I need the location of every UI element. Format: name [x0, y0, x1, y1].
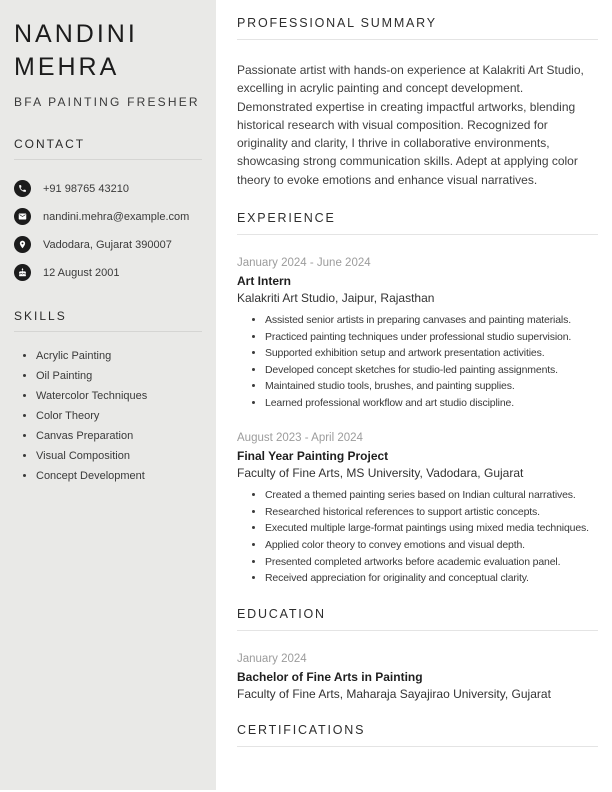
entry-bullet: • Applied color theory to convey emotions and visual depth. [265, 539, 598, 552]
birthday-icon [14, 264, 31, 281]
name-line-1: NANDINI [14, 20, 138, 48]
entry-bullet: • Researched historical references to support artistic concepts. [265, 506, 598, 519]
phone-value: +91 98765 43210 [43, 182, 129, 195]
contact-item-phone [14, 180, 202, 197]
entry-bullet: • Maintained studio tools, brushes, and painting supplies. [265, 380, 598, 393]
section-education [237, 607, 598, 701]
entry-bullet: • Presented completed artworks before academic evaluation panel. [265, 556, 598, 569]
entry-bullet: • Received appreciation for originality and conceptual clarity. [265, 572, 598, 585]
entry-bullet: • Created a themed painting series based on Indian cultural narratives. [265, 489, 598, 502]
email-value: nandini.mehra@example.com [43, 210, 190, 223]
phone-icon [14, 180, 31, 197]
entry-bullet-list [237, 314, 598, 410]
skill-item: • Color Theory [36, 409, 202, 423]
entry-bullet: • Supported exhibition setup and artwork presentation activities. [265, 347, 598, 360]
sidebar [0, 0, 216, 790]
certifications-heading: CERTIFICATIONS [237, 723, 598, 747]
section-summary [237, 16, 598, 189]
entry-date: January 2024 - June 2024 [237, 257, 371, 270]
entry-title: Final Year Painting Project [237, 449, 389, 464]
skill-item: • Oil Painting [36, 369, 202, 383]
skill-item: • Concept Development [36, 469, 202, 483]
entry-organization: Faculty of Fine Arts, Maharaja Sayajirao University, Gujarat [237, 687, 551, 702]
entry-date: August 2023 - April 2024 [237, 432, 363, 445]
experience-entry [237, 431, 598, 585]
candidate-name [14, 18, 202, 84]
entry-title: Art Intern [237, 274, 291, 289]
entry-bullet-list [237, 489, 598, 585]
skill-item: • Canvas Preparation [36, 429, 202, 443]
contact-item-location [14, 236, 202, 253]
entry-title: Bachelor of Fine Arts in Painting [237, 670, 423, 685]
entry-organization: Kalakriti Art Studio, Jaipur, Rajasthan [237, 291, 435, 306]
skills-heading: SKILLS [14, 309, 202, 332]
entry-bullet: • Learned professional workflow and art studio discipline. [265, 397, 598, 410]
summary-heading: PROFESSIONAL SUMMARY [237, 16, 598, 40]
education-entry [237, 652, 598, 701]
experience-entry [237, 256, 598, 410]
summary-text: Passionate artist with hands-on experience at Kalakriti Art Studio, excelling in acrylic painting and concept development. Demonstrated expertise in creating impactful artworks, blending historical research with visual composition. Recognized for originality and clarity, I thrive in collaborative environments, showcasing strong communication skills. Adept at applying color theory to evoke emotions and enhance visual narratives. [237, 63, 584, 187]
education-heading: EDUCATION [237, 607, 598, 631]
section-certifications [237, 723, 598, 747]
experience-heading: EXPERIENCE [237, 211, 598, 235]
skill-item: • Acrylic Painting [36, 349, 202, 363]
name-line-2: MEHRA [14, 53, 120, 81]
birthday-value: 12 August 2001 [43, 266, 120, 279]
entry-bullet: • Assisted senior artists in preparing canvases and painting materials. [265, 314, 598, 327]
section-experience [237, 211, 598, 585]
skills-list [14, 349, 202, 483]
contact-heading: CONTACT [14, 137, 202, 160]
email-icon [14, 208, 31, 225]
contact-item-birthday [14, 264, 202, 281]
entry-bullet: • Developed concept sketches for studio-led painting assignments. [265, 364, 598, 377]
location-value: Vadodara, Gujarat 390007 [43, 238, 172, 251]
candidate-title: BFA PAINTING FRESHER [14, 95, 200, 109]
entry-bullet: • Executed multiple large-format paintings using mixed media techniques. [265, 522, 598, 535]
entry-date: January 2024 [237, 653, 307, 666]
entry-organization: Faculty of Fine Arts, MS University, Vadodara, Gujarat [237, 466, 524, 481]
main-content [216, 0, 612, 792]
contact-item-email [14, 208, 202, 225]
contact-list [14, 180, 202, 281]
skill-item: • Visual Composition [36, 449, 202, 463]
location-icon [14, 236, 31, 253]
entry-bullet: • Practiced painting techniques under professional studio supervision. [265, 331, 598, 344]
skill-item: • Watercolor Techniques [36, 389, 202, 403]
